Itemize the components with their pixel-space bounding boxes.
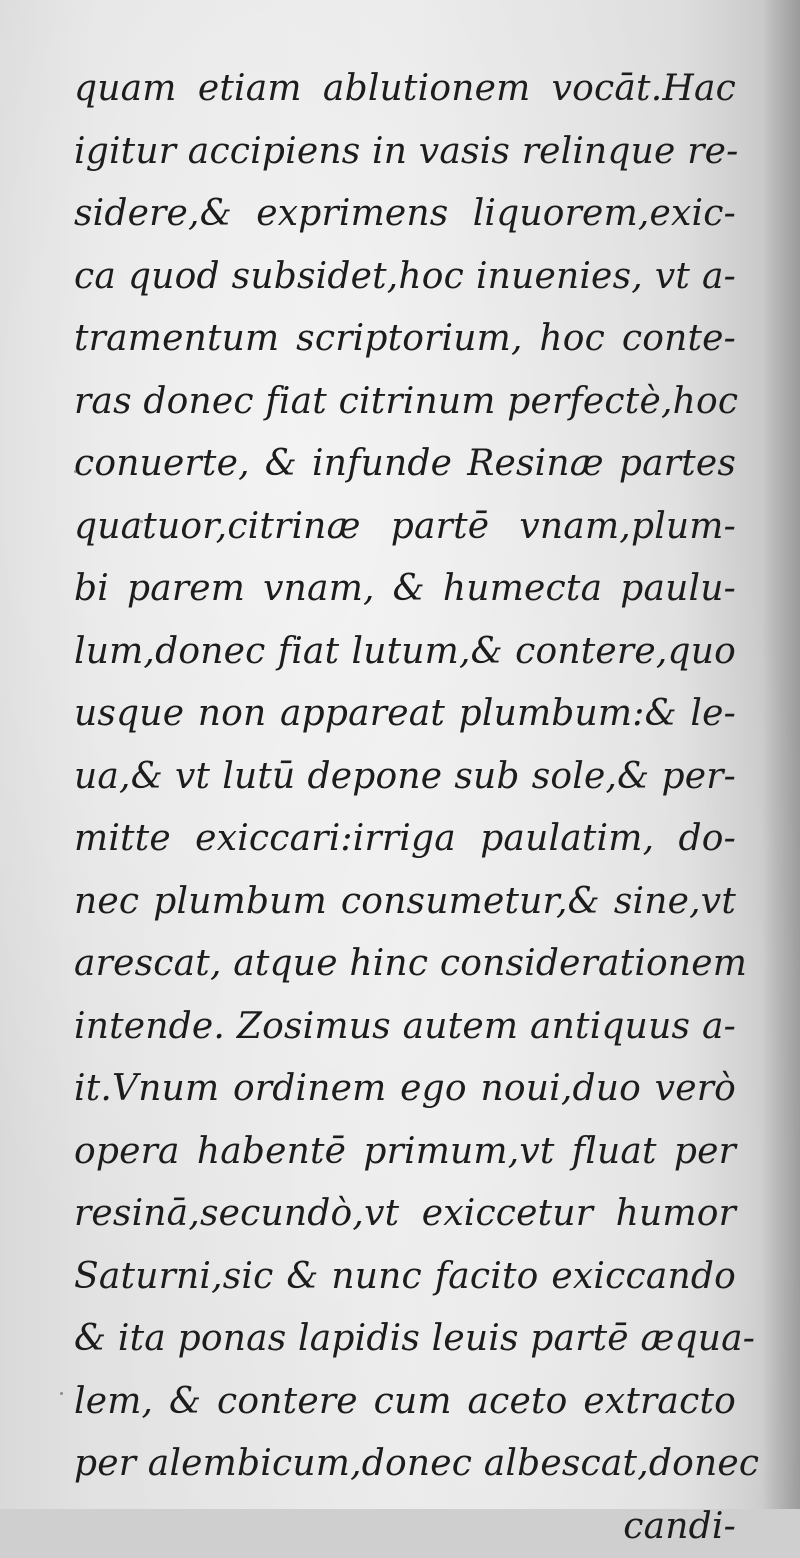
text-line: lum,donec fiat lutum,& contere,quo (74, 621, 736, 684)
text-line: sidere,& exprimens liquorem,exic- (74, 183, 736, 246)
text-line: per alembicum,donec albescat,donec (74, 1433, 736, 1496)
text-line: mitte exiccari:irriga paulatim, do- (74, 808, 736, 871)
text-line: quam etiam ablutionem vocāt.Hac (74, 58, 736, 121)
text-line: nec plumbum consumetur,& sine,vt (74, 871, 736, 934)
text-line: conuerte, & infunde Resinæ partes (74, 433, 736, 496)
body-text (74, 58, 736, 1558)
paper-speck (60, 1392, 63, 1395)
text-line: tramentum scriptorium, hoc conte- (74, 308, 736, 371)
text-line: usque non appareat plumbum:& le- (74, 683, 736, 746)
text-line: ca quod subsidet,hoc inuenies, vt a- (74, 246, 736, 309)
text-line: Saturni,sic & nunc facito exiccando (74, 1246, 736, 1309)
text-line: quatuor,citrinæ partē vnam,plum- (74, 496, 736, 559)
text-line: ua,& vt lutū depone sub sole,& per- (74, 746, 736, 809)
text-line: opera habentē primum,vt fluat per (74, 1121, 736, 1184)
text-line: lem, & contere cum aceto extracto (74, 1371, 736, 1434)
page-edge-shadow (762, 0, 800, 1509)
text-line: intende. Zosimus autem antiquus a- (74, 996, 736, 1059)
text-line: ras donec fiat citrinum perfectè,hoc (74, 371, 736, 434)
text-line: bi parem vnam, & humecta paulu- (74, 558, 736, 621)
text-line: igitur accipiens in vasis relinque re- (74, 121, 736, 184)
text-line: it.Vnum ordinem ego noui,duo verò (74, 1058, 736, 1121)
text-line: & ita ponas lapidis leuis partē æqua- (74, 1308, 736, 1371)
text-line: arescat, atque hinc considerationem (74, 933, 736, 996)
text-line: resinā,secundò,vt exiccetur humor (74, 1183, 736, 1246)
catchword: candi- (74, 1496, 736, 1558)
